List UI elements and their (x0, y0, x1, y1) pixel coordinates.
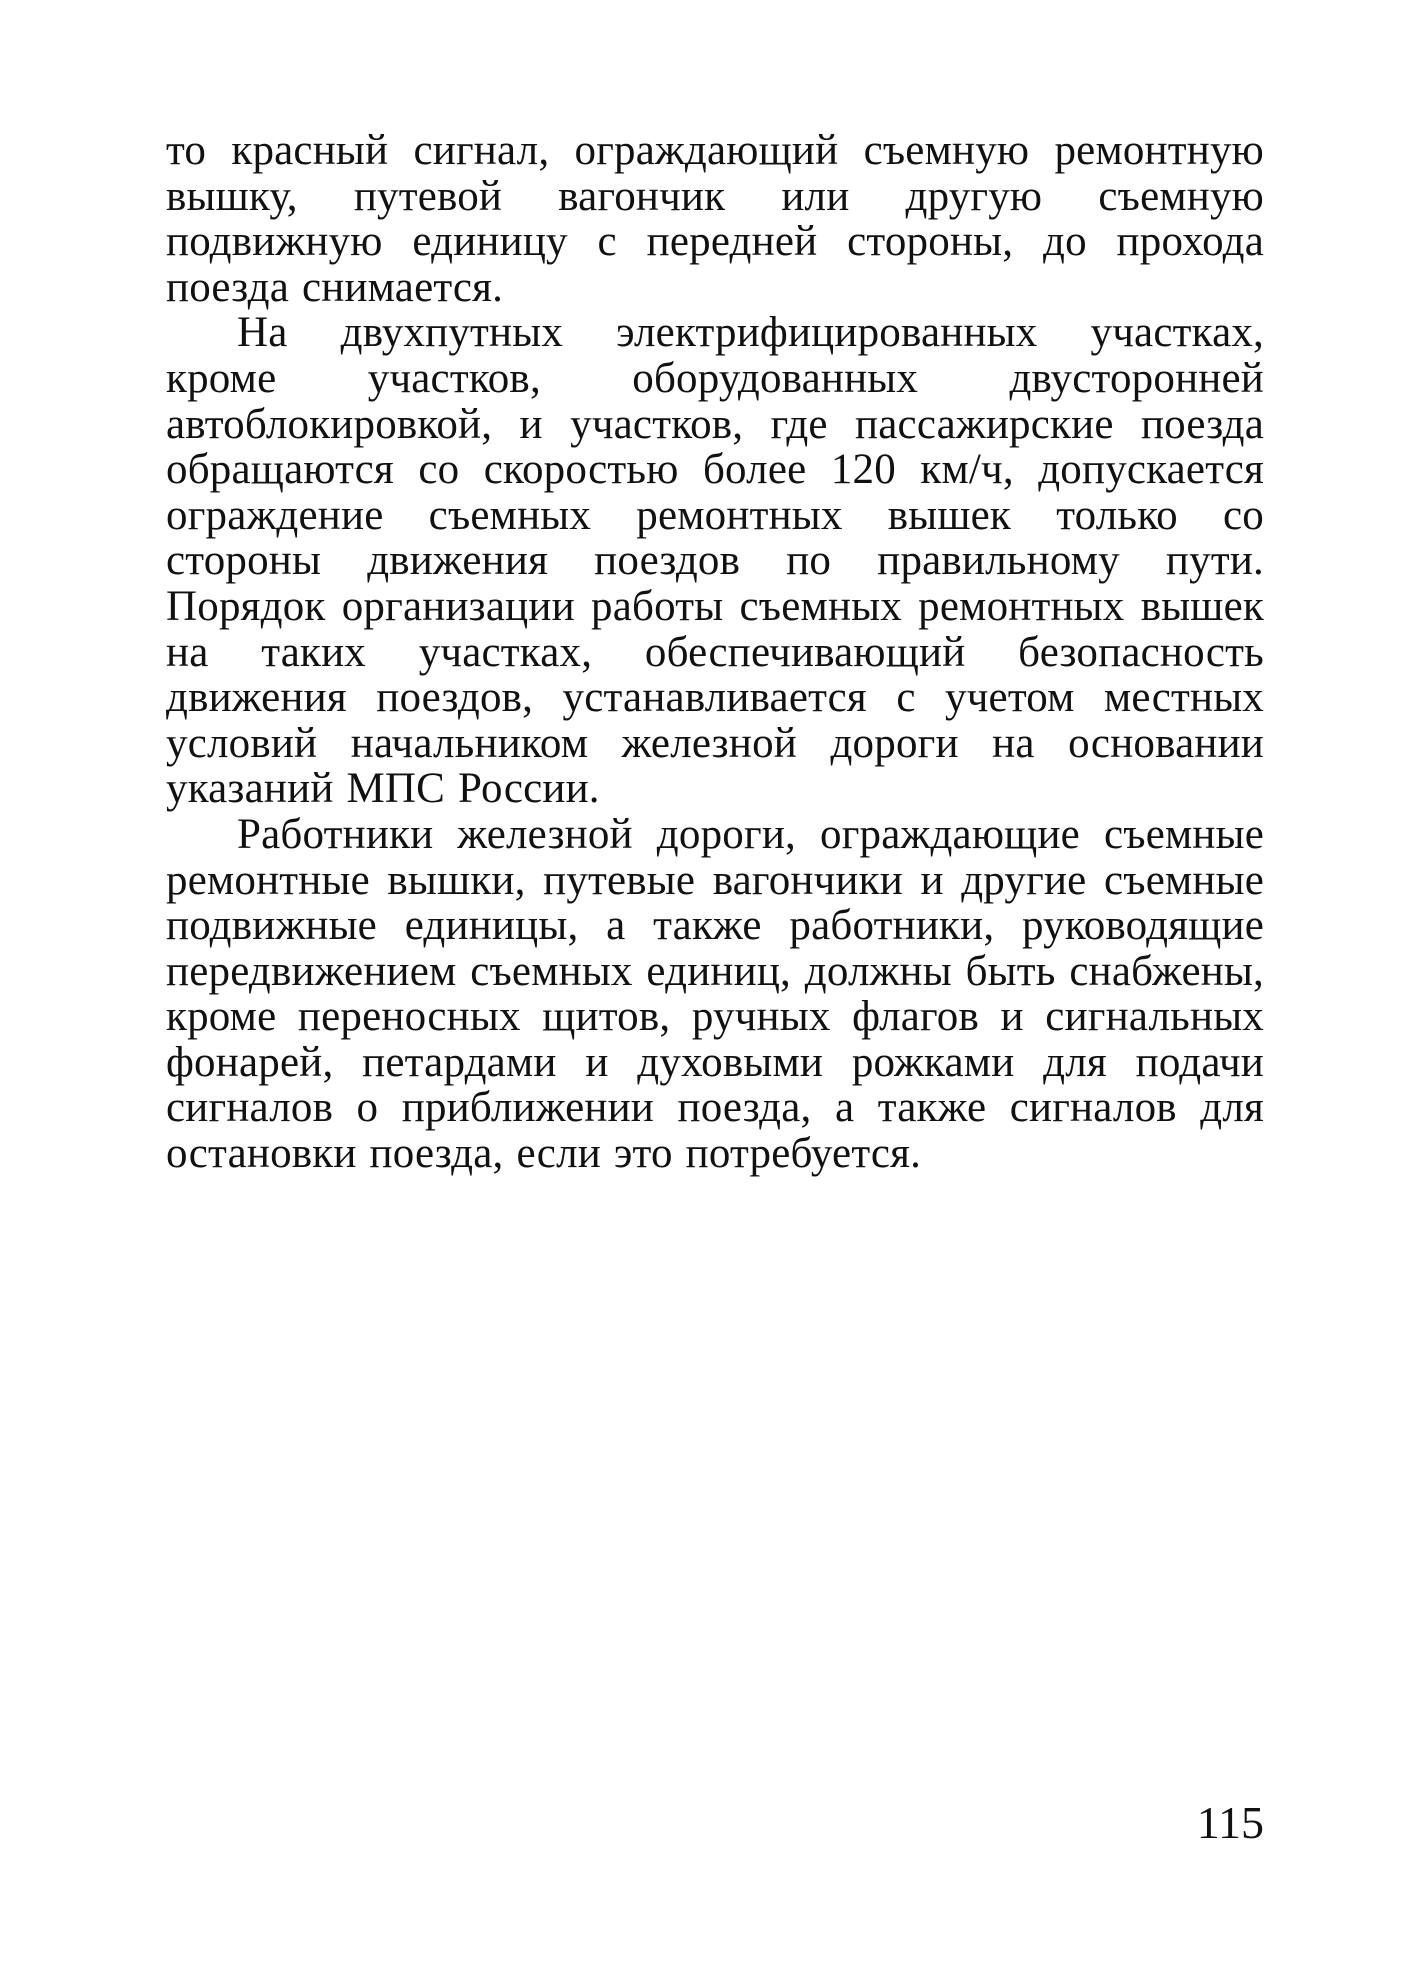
paragraph-continuation: то красный сигнал, ограждающий съемную ремонтную вышку, путевой вагончик или другую съемную подвижную единицу с передней стороны, до прохода поезда снимается. (166, 127, 1264, 311)
paragraph-double-track-sections: На двухпутных электрифицированных участках, кроме участков, оборудованных двусторонней автоблокировкой, и участков, где пассажирские поезда обращаются со скоростью более 120 км/ч, допускается ограждение съемных ремонтных вышек только со стороны движения поездов по правильному пути. Порядок организации работы съемных ремонтных вышек на таких участках, обеспечивающий безопасность движения поездов, устанавливается с учетом местных условий начальником железной дороги на основании указаний МПС России. (166, 309, 1264, 813)
paragraph-railway-workers: Работники железной дороги, ограждающие съемные ремонтные вышки, путевые вагончики и другие съемные подвижные единицы, а также работники, руководящие передвижением съемных единиц, должны быть снабжены, кроме переносных щитов, ручных флагов и сигнальных фонарей, петардами и духовыми рожками для подачи сигналов о приближении поезда, а также сигналов для остановки поезда, если это потребуется. (166, 810, 1264, 1178)
page-number: 115 (1196, 1797, 1264, 1848)
body-text (166, 128, 1264, 1177)
